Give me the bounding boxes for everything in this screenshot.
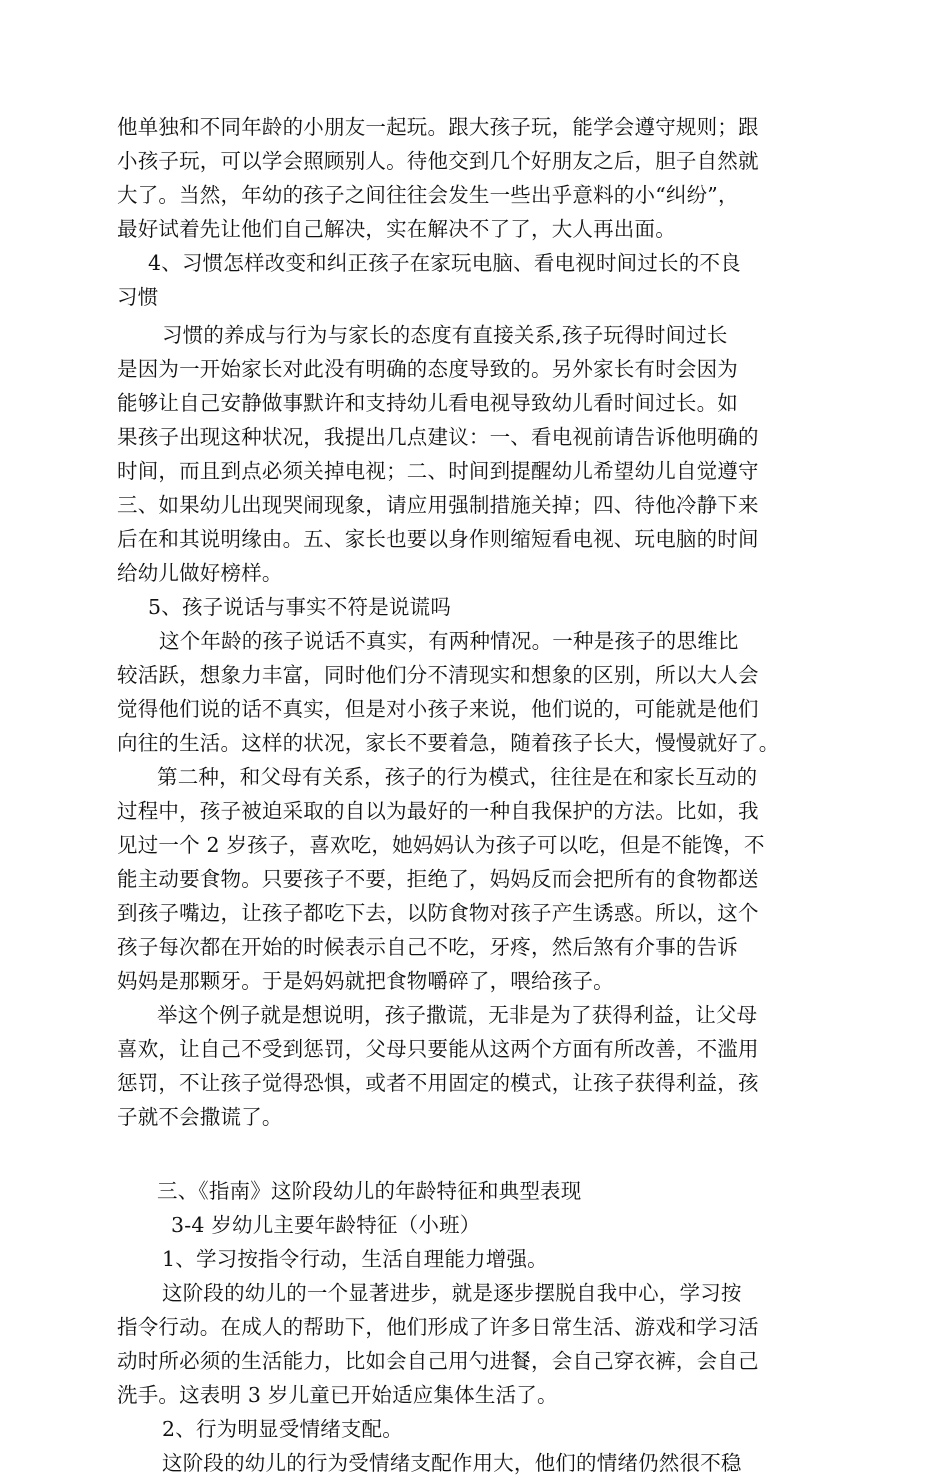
paragraph-first-line: 这阶段的幼儿的行为受情绪支配作用大，他们的情绪仍然很不稳 (162, 1451, 742, 1475)
paragraph-first-line: 第二种，和父母有关系，孩子的行为模式，往往是在和家长互动的 (157, 765, 758, 789)
body-text-line: 最好试着先让他们自己解决，实在解决不了了，大人再出面。 (117, 217, 676, 241)
paragraph-first-line: 习惯的养成与行为与家长的态度有直接关系,孩子玩得时间过长 (162, 323, 728, 347)
body-text-line: 过程中，孩子被迫采取的自以为最好的一种自我保护的方法。比如，我 (117, 799, 759, 823)
body-text-line: 是因为一开始家长对此没有明确的态度导致的。另外家长有时会因为 (117, 357, 738, 381)
body-text-line: 给幼儿做好榜样。 (117, 561, 283, 585)
body-text-line: 果孩子出现这种状况，我提出几点建议：一、看电视前请告诉他明确的 (117, 425, 759, 449)
body-text-line: 见过一个 2 岁孩子，喜欢吃，她妈妈认为孩子可以吃，但是不能馋，不 (117, 833, 765, 857)
body-text-line: 能主动要食物。只要孩子不要，拒绝了，妈妈反而会把所有的食物都送 (117, 867, 759, 891)
section-heading-continued: 习惯 (117, 285, 159, 309)
body-text-line: 喜欢，让自己不受到惩罚，父母只要能从这两个方面有所改善，不滥用 (117, 1037, 759, 1061)
body-text-line: 向往的生活。这样的状况，家长不要着急，随着孩子长大，慢慢就好了。 (117, 731, 780, 755)
body-text-line: 大了。当然，年幼的孩子之间往往会发生一些出乎意料的小“纠纷”， (117, 183, 739, 207)
body-text-line: 子就不会撒谎了。 (117, 1105, 283, 1129)
body-text-line: 觉得他们说的话不真实，但是对小孩子来说，他们说的，可能就是他们 (117, 697, 759, 721)
numbered-heading: 2、行为明显受情绪支配。 (162, 1417, 403, 1441)
body-text-line: 能够让自己安静做事默许和支持幼儿看电视导致幼儿看时间过长。如 (117, 391, 738, 415)
paragraph-first-line: 举这个例子就是想说明，孩子撒谎，无非是为了获得利益，让父母 (157, 1003, 758, 1027)
subheading: 3-4 岁幼儿主要年龄特征（小班） (171, 1213, 481, 1237)
body-text-line: 孩子每次都在开始的时候表示自己不吃，牙疼，然后煞有介事的告诉 (117, 935, 738, 959)
body-text-line: 到孩子嘴边，让孩子都吃下去，以防食物对孩子产生诱惑。所以，这个 (117, 901, 759, 925)
body-text-line: 惩罚，不让孩子觉得恐惧，或者不用固定的模式，让孩子获得利益，孩 (117, 1071, 759, 1095)
body-text-line: 后在和其说明缘由。五、家长也要以身作则缩短看电视、玩电脑的时间 (117, 527, 759, 551)
body-text-line: 指令行动。在成人的帮助下，他们形成了许多日常生活、游戏和学习活 (117, 1315, 759, 1339)
paragraph-first-line: 这阶段的幼儿的一个显著进步，就是逐步摆脱自我中心，学习按 (162, 1281, 742, 1305)
chapter-heading: 三、《指南》这阶段幼儿的年龄特征和典型表现 (157, 1179, 582, 1203)
body-text-line: 三、如果幼儿出现哭闹现象，请应用强制措施关掉；四、待他冷静下来 (117, 493, 759, 517)
paragraph-first-line: 这个年龄的孩子说话不真实，有两种情况。一种是孩子的思维比 (159, 629, 739, 653)
body-text-line: 他单独和不同年龄的小朋友一起玩。跟大孩子玩，能学会遵守规则；跟 (117, 115, 759, 139)
body-text-line: 较活跃，想象力丰富，同时他们分不清现实和想象的区别，所以大人会 (117, 663, 759, 687)
body-text-line: 动时所必须的生活能力，比如会自己用勺进餐，会自己穿衣裤，会自己 (117, 1349, 759, 1373)
body-text-line: 洗手。这表明 3 岁儿童已开始适应集体生活了。 (117, 1383, 558, 1407)
section-heading: 4、习惯怎样改变和纠正孩子在家玩电脑、看电视时间过长的不良 (148, 251, 741, 275)
body-text-line: 妈妈是那颗牙。于是妈妈就把食物嚼碎了，喂给孩子。 (117, 969, 614, 993)
section-heading: 5、孩子说话与事实不符是说谎吗 (148, 595, 452, 619)
body-text-line: 小孩子玩，可以学会照顾别人。待他交到几个好朋友之后，胆子自然就 (117, 149, 759, 173)
numbered-heading: 1、学习按指令行动，生活自理能力增强。 (162, 1247, 548, 1271)
body-text-line: 时间，而且到点必须关掉电视；二、时间到提醒幼儿希望幼儿自觉遵守 (117, 459, 759, 483)
